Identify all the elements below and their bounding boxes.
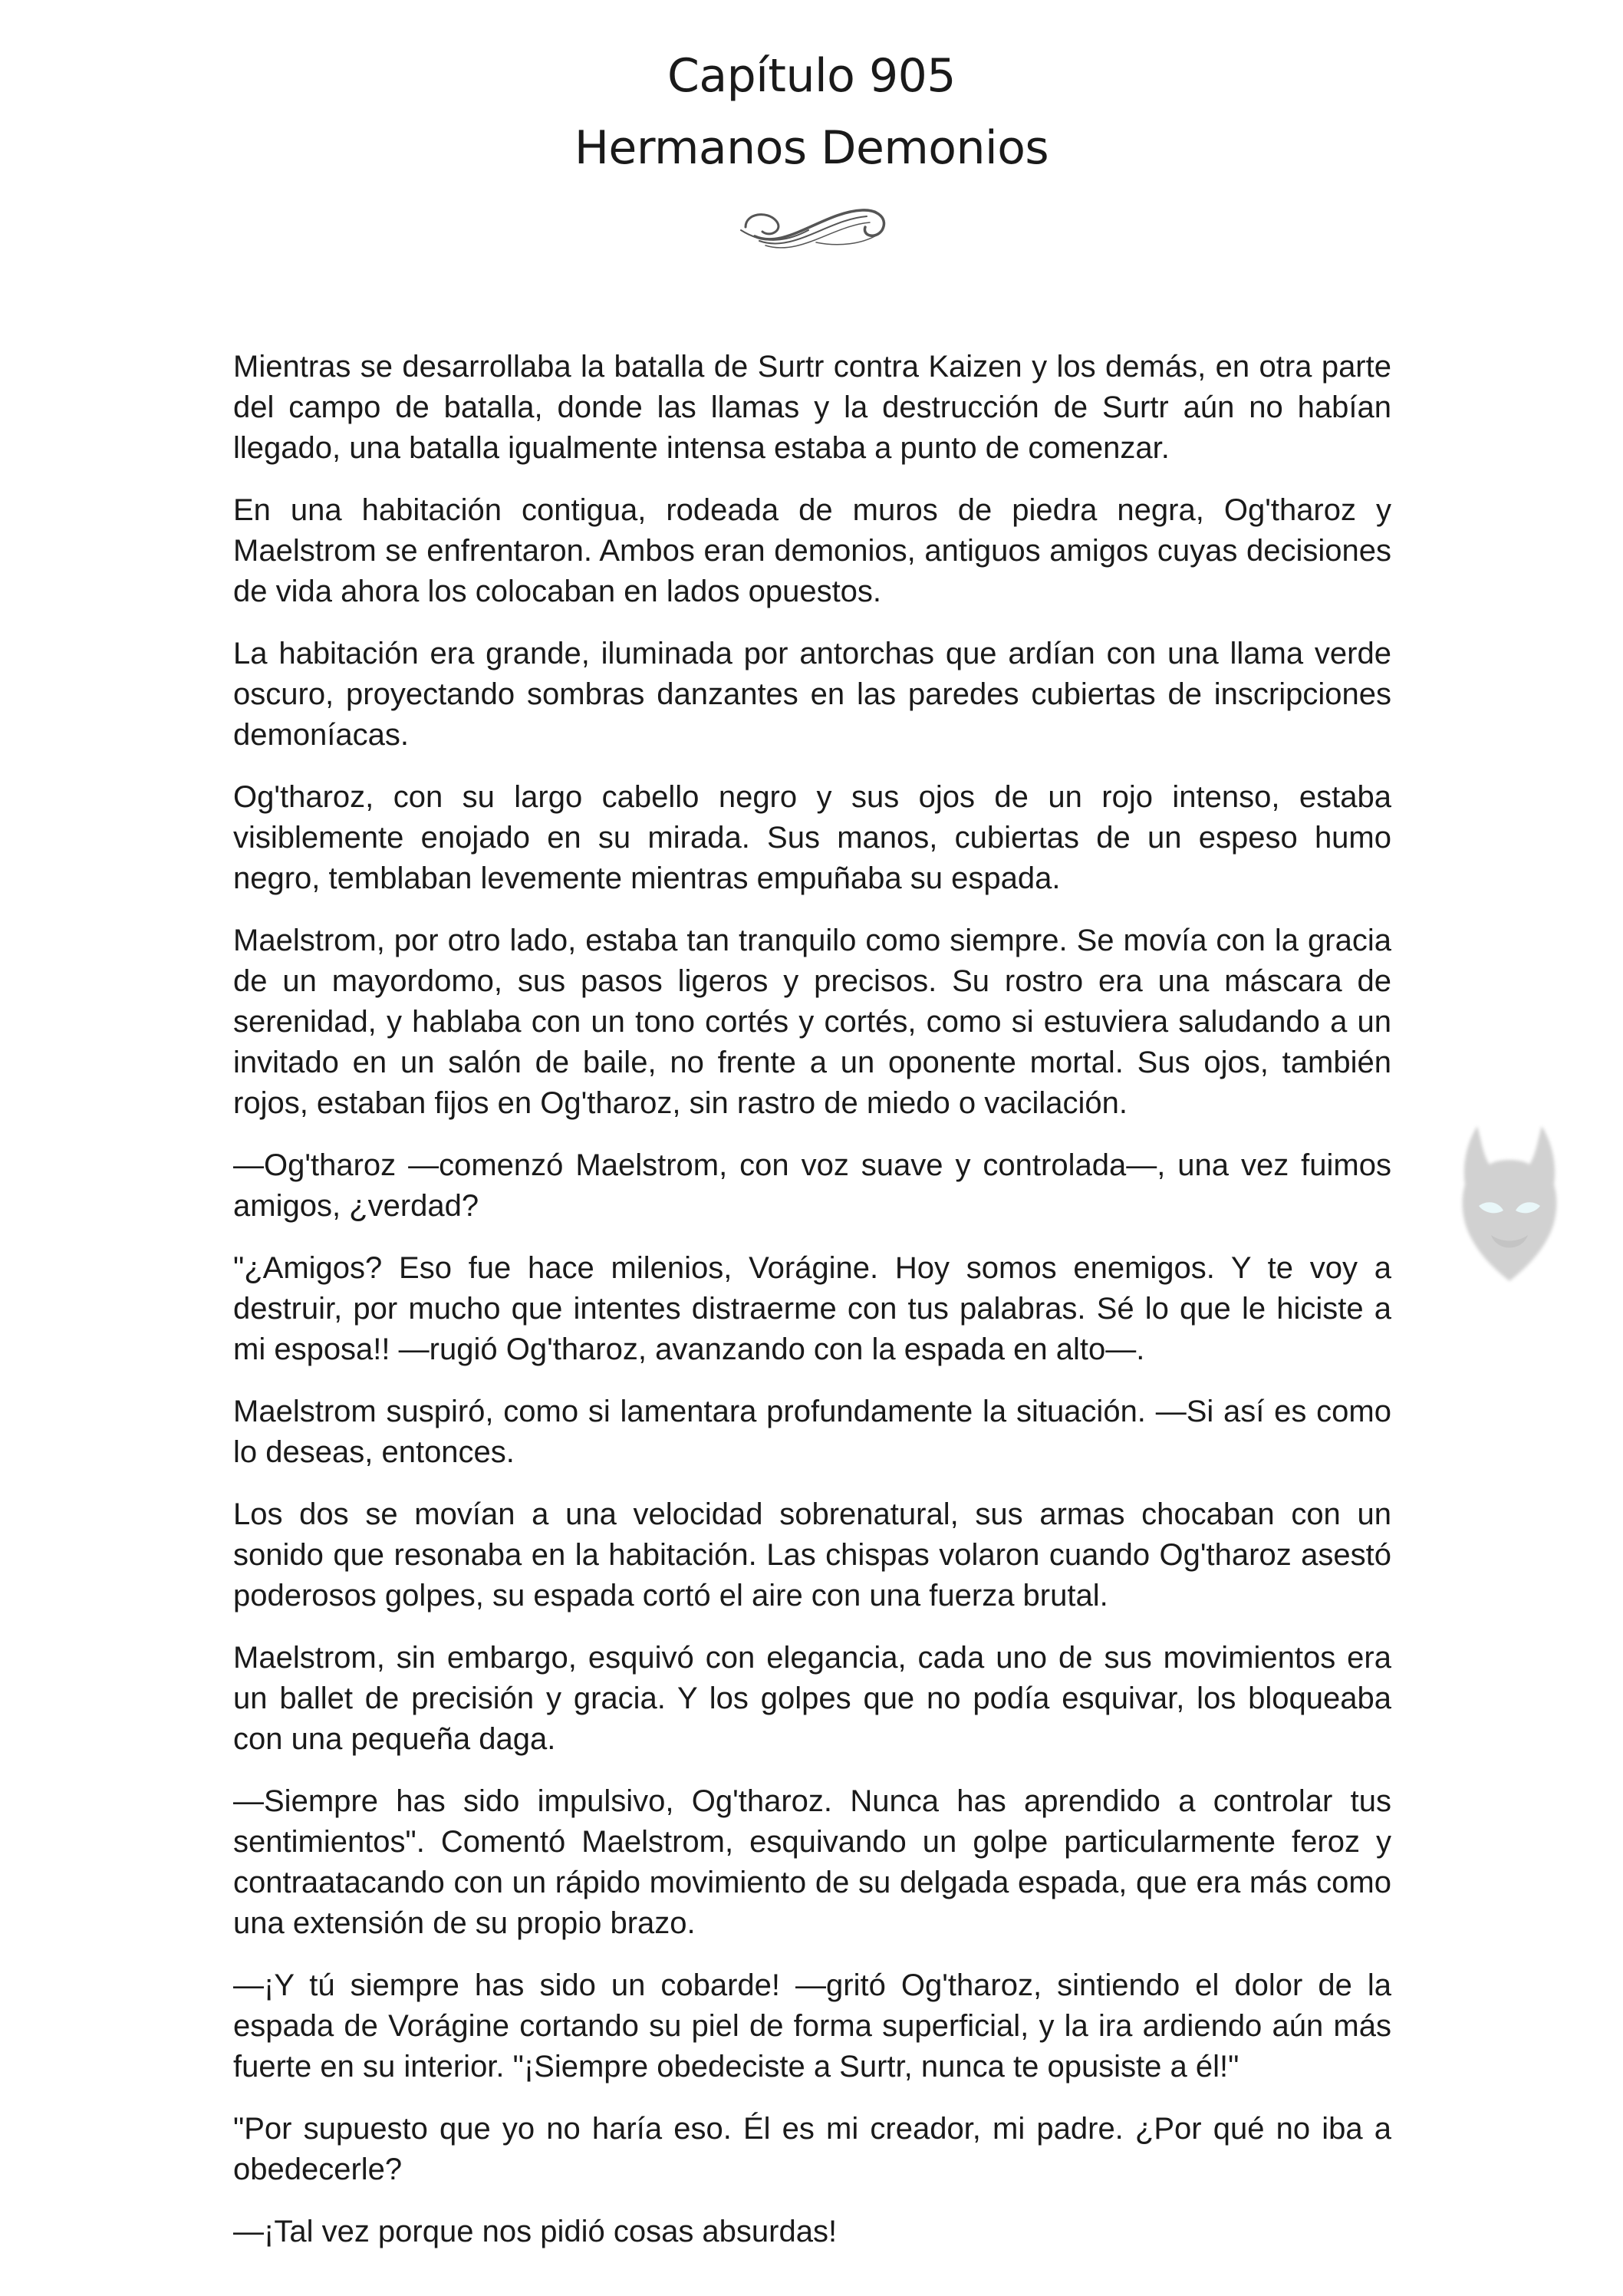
demon-head-watermark-icon bbox=[1456, 1120, 1563, 1289]
paragraph: Maelstrom, por otro lado, estaba tan tranquilo como siempre. Se movía con la gracia de un mayordomo, sus pasos ligeros y precisos. Su rostro era una máscara de serenidad, y hablaba con un tono cortés y cortés, como si estuviera saludando a un invitado en un salón de baile, no frente a un oponente mortal. Sus ojos, también rojos, estaban fijos en Og'tharoz, sin rastro de miedo o vacilación. bbox=[233, 924, 1391, 1120]
paragraph: Og'tharoz, con su largo cabello negro y sus ojos de un rojo intenso, estaba visiblemente enojado en su mirada. Sus manos, cubiertas de un espeso humo negro, temblaban levemente mientras empuñaba su espada. bbox=[233, 780, 1391, 895]
paragraph: Maelstrom suspiró, como si lamentara profundamente la situación. —Si así es como lo deseas, entonces. bbox=[233, 1395, 1391, 1469]
paragraph: La habitación era grande, iluminada por antorchas que ardían con una llama verde oscuro, proyectando sombras danzantes en las paredes cubiertas de inscripciones demoníacas. bbox=[233, 637, 1391, 752]
paragraph: En una habitación contigua, rodeada de muros de piedra negra, Og'tharoz y Maelstrom se enfrentaron. Ambos eran demonios, antiguos amigos cuyas decisiones de vida ahora los colocaban en lados opuestos. bbox=[233, 493, 1391, 608]
paragraph: —Siempre has sido impulsivo, Og'tharoz. Nunca has aprendido a controlar tus sentimientos". Comentó Maelstrom, esquivando un golpe particularmente feroz y contraatacando con un rápido movimiento de su delgada espada, que era más como una extensión de su propio brazo. bbox=[233, 1784, 1391, 1940]
chapter-header bbox=[0, 40, 1623, 184]
chapter-body bbox=[233, 347, 1391, 2274]
paragraph: —¡Y tú siempre has sido un cobarde! —gritó Og'tharoz, sintiendo el dolor de la espada de Vorágine cortando su piel de forma superficial, y la ira ardiendo aún más fuerte en su interior. "¡Siempre obedeciste a Surtr, nunca te opusiste a él!" bbox=[233, 1968, 1391, 2084]
paragraph: —¡Tal vez porque nos pidió cosas absurdas! bbox=[233, 2215, 838, 2248]
paragraph: Mientras se desarrollaba la batalla de Surtr contra Kaizen y los demás, en otra parte del campo de batalla, donde las llamas y la destrucción de Surtr aún no habían llegado, una batalla igualmente intensa estaba a punto de comenzar. bbox=[233, 350, 1391, 465]
paragraph: "Por supuesto que yo no haría eso. Él es mi creador, mi padre. ¿Por qué no iba a obedecerle? bbox=[233, 2112, 1391, 2186]
chapter-title: Hermanos Demonios bbox=[574, 121, 1049, 175]
chapter-number: Capítulo 905 bbox=[667, 49, 956, 103]
flourish-divider-icon bbox=[732, 196, 894, 258]
paragraph: "¿Amigos? Eso fue hace milenios, Vorágine. Hoy somos enemigos. Y te voy a destruir, por mucho que intentes distraerme con tus palabras. Sé lo que le hiciste a mi esposa!! —rugió Og'tharoz, avanzando con la espada en alto—. bbox=[233, 1251, 1391, 1366]
paragraph: —Og'tharoz —comenzó Maelstrom, con voz suave y controlada—, una vez fuimos amigos, ¿verdad? bbox=[233, 1148, 1391, 1223]
paragraph: Los dos se movían a una velocidad sobrenatural, sus armas chocaban con un sonido que resonaba en la habitación. Las chispas volaron cuando Og'tharoz asestó poderosos golpes, su espada cortó el aire con una fuerza brutal. bbox=[233, 1497, 1391, 1612]
paragraph: Maelstrom, sin embargo, esquivó con elegancia, cada uno de sus movimientos era un ballet de precisión y gracia. Y los golpes que no podía esquivar, los bloqueaba con una pequeña daga. bbox=[233, 1641, 1391, 1756]
